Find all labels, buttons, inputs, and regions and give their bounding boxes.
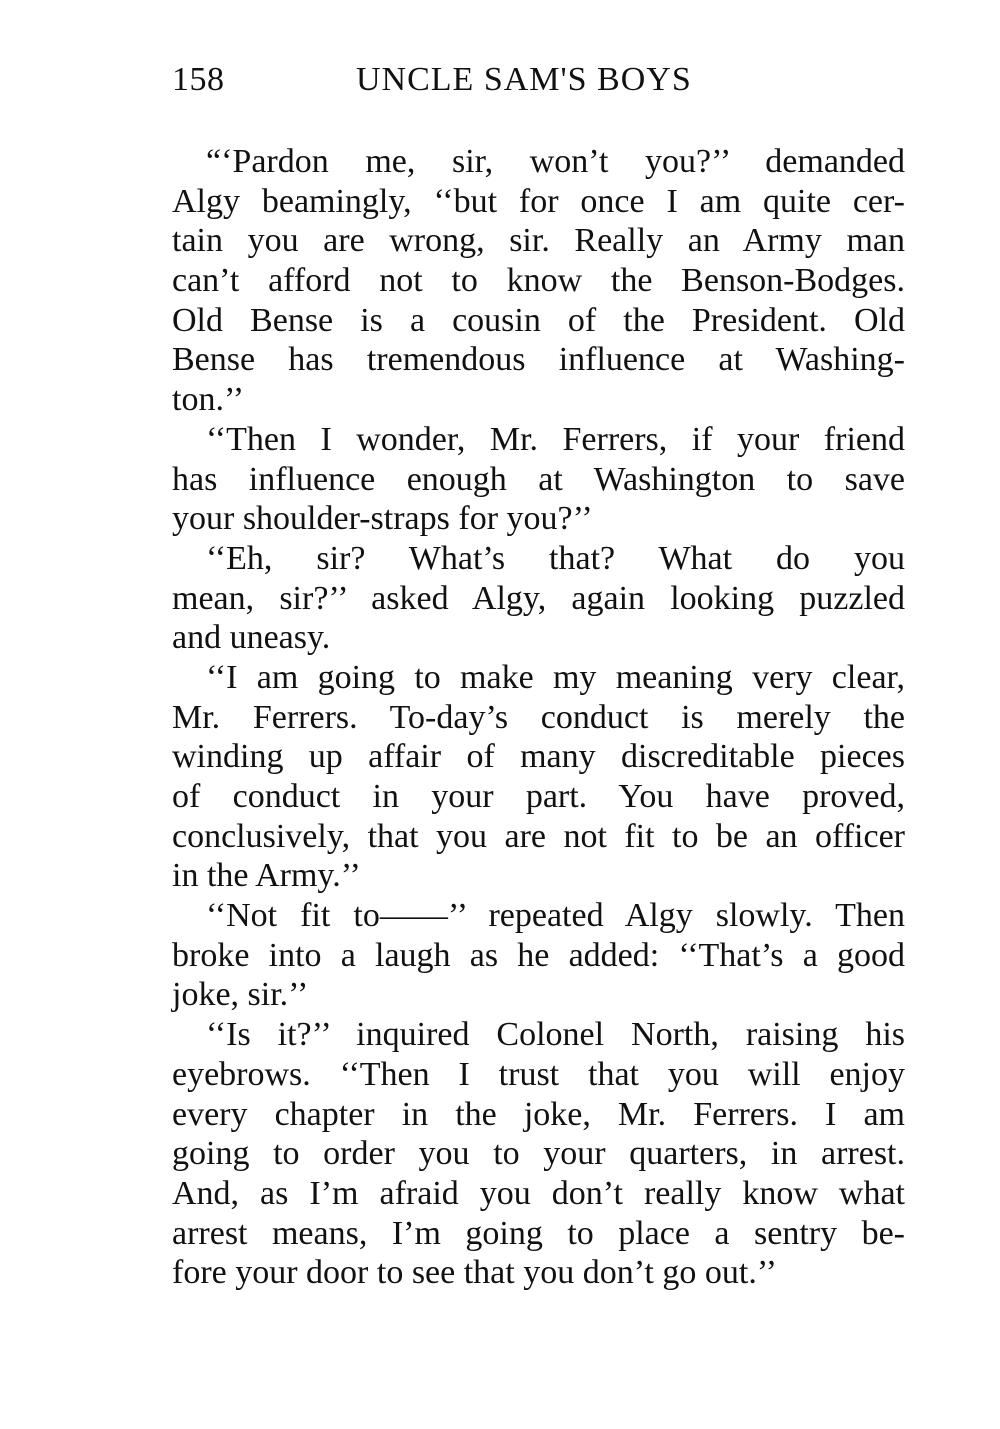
paragraph [172,539,905,658]
text-line: Old Bense is a cousin of the President. Old [172,301,905,339]
text-line: Algy beamingly, ‘‘but for once I am quite cer- [172,182,905,220]
paragraph [172,896,905,1015]
paragraph [172,1015,905,1293]
text-line: ‘‘Is it?’’ inquired Colonel North, raising his [206,1016,905,1054]
text-line: “‘Pardon me, sir, won’t you?’’ demanded [206,143,905,180]
text-line: in the Army.’’ [172,857,361,895]
text-line: joke, sir.’’ [172,976,309,1014]
text-line: of conduct in your part. You have proved, [172,778,905,815]
text-line: every chapter in the joke, Mr. Ferrers. I am [172,1095,905,1133]
body-text [172,142,905,1293]
text-line: has influence enough at Washington to save [172,460,905,498]
text-line: And, as I’m afraid you don’t really know what [172,1174,905,1212]
page-number: 158 [172,61,225,98]
running-head [172,58,907,102]
text-line: going to order you to your quarters, in arrest. [172,1135,905,1173]
paragraph [172,658,905,896]
text-line: ‘‘Eh, sir? What’s that? What do you [206,539,905,577]
text-line: arrest means, I’m going to place a sentry be- [172,1214,905,1252]
text-line: conclusively, that you are not fit to be an officer [172,817,905,855]
text-line: broke into a laugh as he added: ‘‘That’s a good [172,936,905,974]
text-line: Mr. Ferrers. To-day’s conduct is merely the [172,698,905,736]
text-line: winding up affair of many discreditable pieces [172,738,905,776]
text-line: and uneasy. [172,619,331,657]
paragraph [172,420,905,539]
running-title: UNCLE SAM'S BOYS [356,61,692,98]
text-line: ton.’’ [172,381,245,419]
text-line: ‘‘Then I wonder, Mr. Ferrers, if your friend [206,420,905,458]
text-line: ‘‘Not fit to——’’ repeated Algy slowly. Then [206,897,905,935]
text-line: ‘‘I am going to make my meaning very clear, [206,658,905,696]
text-line: eyebrows. ‘‘Then I trust that you will enjoy [172,1055,905,1093]
text-line: mean, sir?’’ asked Algy, again looking puzzled [172,579,905,617]
text-line: your shoulder-straps for you?’’ [172,500,593,538]
text-line: fore your door to see that you don’t go out.’’ [172,1254,777,1292]
text-line: can’t afford not to know the Benson-Bodges. [172,262,905,300]
paragraph [172,142,905,420]
text-line: tain you are wrong, sir. Really an Army man [172,222,905,260]
text-line: Bense has tremendous influence at Washing- [172,341,905,379]
